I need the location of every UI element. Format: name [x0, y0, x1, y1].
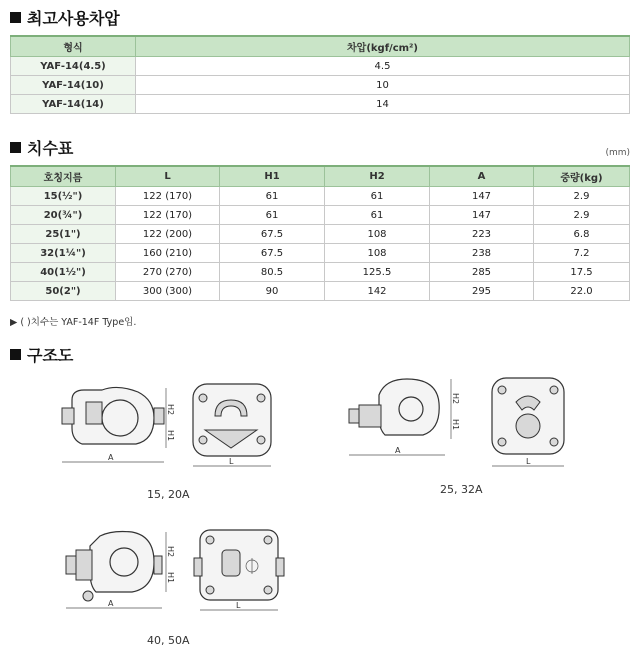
weight-cell: 2.9: [534, 206, 630, 225]
l-cell: 122 (200): [116, 225, 220, 244]
weight-cell: 7.2: [534, 244, 630, 263]
l-cell: 300 (300): [116, 282, 220, 301]
header-cell: 차압(kgf/cm²): [136, 36, 630, 57]
h1-cell: 61: [220, 187, 325, 206]
header-cell: L: [116, 166, 220, 187]
table-row: [11, 187, 630, 206]
model-cell: YAF-14(4.5): [11, 57, 136, 76]
dim-label-h1: H1: [166, 430, 175, 442]
a-cell: 223: [430, 225, 534, 244]
weight-cell: 17.5: [534, 263, 630, 282]
h1-cell: 67.5: [220, 244, 325, 263]
a-cell: 147: [430, 206, 534, 225]
l-cell: 160 (210): [116, 244, 220, 263]
size-cell: 25(1"): [11, 225, 116, 244]
l-cell: 270 (270): [116, 263, 220, 282]
drawing-15-20a-side: [58, 378, 178, 478]
dim-label-a: A: [395, 446, 401, 455]
section-title-text: 최고사용차압: [27, 9, 120, 28]
h2-cell: 108: [325, 225, 430, 244]
dimension-note: ▶ ( )치수는 YAF-14F Type임.: [10, 317, 137, 328]
weight-cell: 6.8: [534, 225, 630, 244]
size-cell: 20(¾"): [11, 206, 116, 225]
h2-cell: 125.5: [325, 263, 430, 282]
square-bullet-icon: [10, 142, 21, 153]
drawing-25-32a-front: [482, 372, 577, 472]
size-cell: 15(½"): [11, 187, 116, 206]
drawing-25-32a-side: [345, 373, 470, 463]
table-row: [11, 95, 630, 114]
h2-cell: 61: [325, 206, 430, 225]
section-title-max-pressure: [10, 6, 120, 29]
l-cell: 122 (170): [116, 187, 220, 206]
a-cell: 147: [430, 187, 534, 206]
table-header-row: [11, 36, 630, 57]
section-title-structure: [10, 343, 73, 366]
a-cell: 295: [430, 282, 534, 301]
dimension-table: [10, 165, 630, 301]
table-header-row: [11, 166, 630, 187]
caption-25-32a: 25, 32A: [440, 483, 483, 496]
dim-label-a: A: [108, 599, 114, 608]
pressure-table: [10, 35, 630, 114]
model-cell: YAF-14(10): [11, 76, 136, 95]
h1-cell: 90: [220, 282, 325, 301]
table-row: [11, 244, 630, 263]
h2-cell: 108: [325, 244, 430, 263]
h1-cell: 67.5: [220, 225, 325, 244]
h2-cell: 142: [325, 282, 430, 301]
weight-cell: 2.9: [534, 187, 630, 206]
drawing-40-50a-front: [192, 522, 287, 617]
dim-label-l: L: [526, 457, 531, 466]
table-row: [11, 206, 630, 225]
value-cell: 4.5: [136, 57, 630, 76]
square-bullet-icon: [10, 349, 21, 360]
table-row: [11, 263, 630, 282]
unit-label: (mm): [605, 148, 630, 158]
h1-cell: 61: [220, 206, 325, 225]
l-cell: 122 (170): [116, 206, 220, 225]
table-row: [11, 76, 630, 95]
a-cell: 285: [430, 263, 534, 282]
header-cell: 중량(kg): [534, 166, 630, 187]
size-cell: 40(1½"): [11, 263, 116, 282]
caption-40-50a: 40, 50A: [147, 634, 190, 647]
dim-label-a: A: [108, 453, 114, 462]
dim-label-l: L: [229, 457, 234, 466]
weight-cell: 22.0: [534, 282, 630, 301]
dim-label-l: L: [236, 601, 241, 610]
model-cell: YAF-14(14): [11, 95, 136, 114]
h2-cell: 61: [325, 187, 430, 206]
dim-label-h2: H2: [166, 546, 175, 558]
header-cell: 호칭지름: [11, 166, 116, 187]
header-cell: H2: [325, 166, 430, 187]
caption-15-20a: 15, 20A: [147, 488, 190, 501]
section-title-dimensions: [10, 136, 73, 159]
drawing-15-20a-front: [185, 378, 280, 473]
value-cell: 10: [136, 76, 630, 95]
section-title-text: 치수표: [27, 139, 74, 158]
dim-label-h2: H2: [451, 393, 460, 405]
value-cell: 14: [136, 95, 630, 114]
header-cell: 형식: [11, 36, 136, 57]
a-cell: 238: [430, 244, 534, 263]
size-cell: 50(2"): [11, 282, 116, 301]
h1-cell: 80.5: [220, 263, 325, 282]
dim-label-h2: H2: [166, 404, 175, 416]
section-title-text: 구조도: [27, 346, 74, 365]
table-row: [11, 57, 630, 76]
dim-label-h1: H1: [166, 572, 175, 584]
drawing-40-50a-side: [62, 522, 177, 617]
header-cell: H1: [220, 166, 325, 187]
dim-label-h1: H1: [451, 419, 460, 431]
table-row: [11, 225, 630, 244]
size-cell: 32(1¼"): [11, 244, 116, 263]
table-row: [11, 282, 630, 301]
square-bullet-icon: [10, 12, 21, 23]
header-cell: A: [430, 166, 534, 187]
